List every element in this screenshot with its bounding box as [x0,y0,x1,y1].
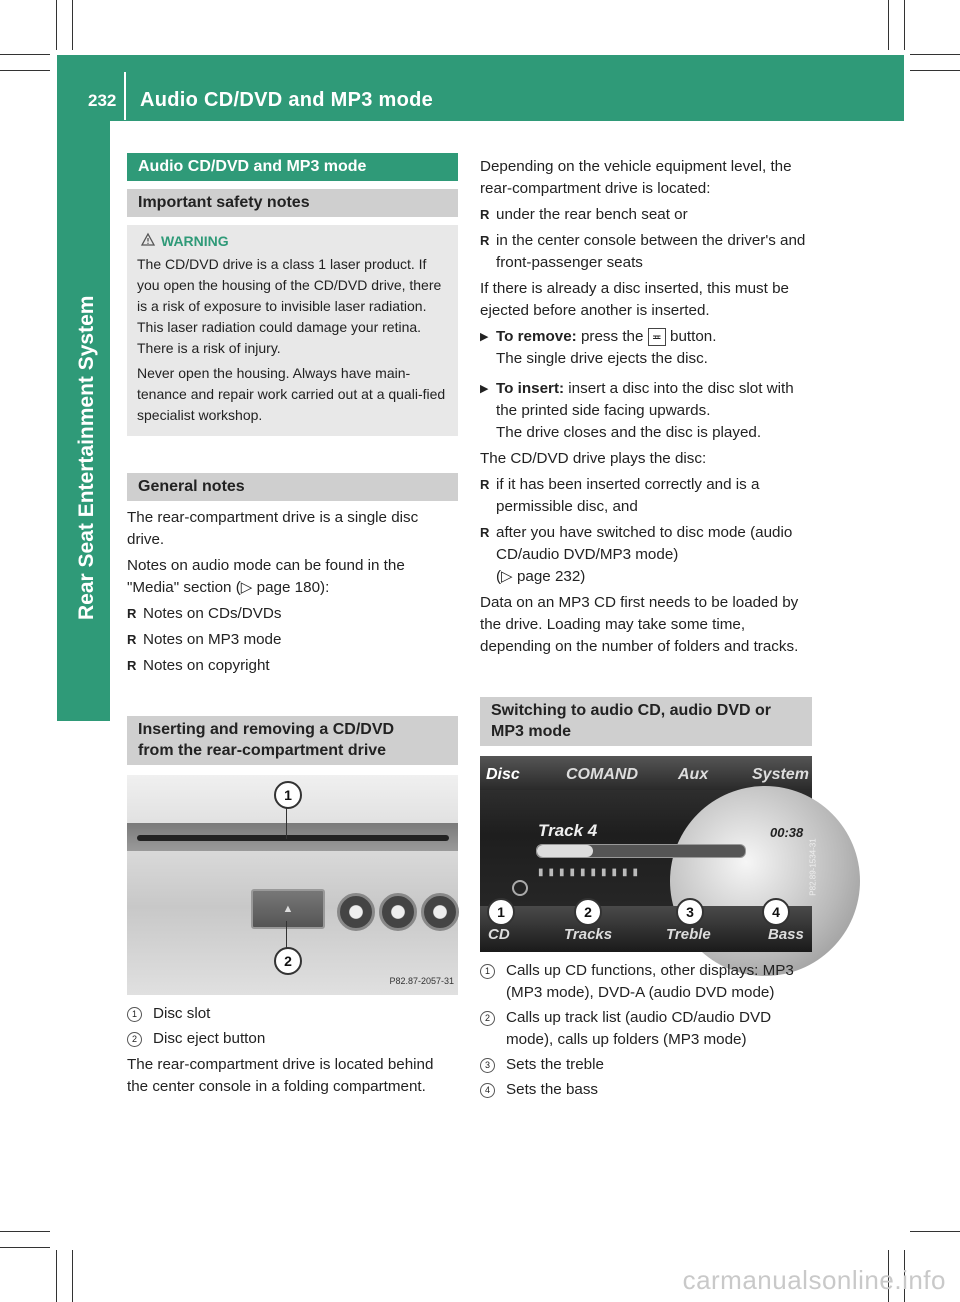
track-markers: ▮▮▮▮▮▮▮▮▮▮ [538,867,644,878]
general-text-2: Notes on audio mode can be found in the "Media" section (▷ page 180): [127,557,405,596]
screen-label-treble: Treble [666,926,711,943]
screen-callout-1: 1 [487,898,515,926]
photo-code: P82.87-2057-31 [389,976,454,986]
screen-callout-2: 2 [574,898,602,926]
plays-text: The CD/DVD drive plays the disc: [480,450,707,467]
cd-drive-photo [127,775,458,995]
caption-item: 4 Sets the bass [480,1079,812,1101]
crop-mark [888,0,889,50]
list-item: R under the rear bench seat or [480,206,688,223]
caption-item: 3 Sets the treble [480,1054,812,1076]
general-text: The rear-compartment drive is a single disc drive. [127,509,419,548]
page-number: 232 [88,91,117,110]
section-title: Audio CD/DVD and MP3 mode [127,153,458,181]
track-time: 00:38 [770,825,804,840]
arrow-icon: ▶ [480,383,489,395]
screen-tab-aux: Aux [678,766,709,783]
caption-item: 1 Calls up CD functions, other displays: MP3 (MP3 mode), DVD-A (audio DVD mode) [480,960,812,1004]
round-button [379,893,417,931]
crop-mark [56,1250,57,1302]
crop-mark [910,54,960,55]
list-item: R if it has been inserted correctly and is a permissible disc, and [480,476,760,515]
crop-mark [910,1231,960,1232]
page-title: Audio CD/DVD and MP3 mode [140,89,434,111]
warning-box [127,225,458,436]
page-reference: (▷ page 232) [496,568,586,585]
screen-label-tracks: Tracks [564,926,613,943]
crop-mark [56,0,57,50]
mp3-text: Data on an MP3 CD first needs to be loaded by the drive. Loading may take some time, depending on the number of folders and tracks. [480,594,799,655]
switch-heading: Switching to audio CD, audio DVD or MP3 mode [480,697,812,746]
list-item: R after you have switched to disc mode (audio CD/audio DVD/MP3 mode) (▷ page 232) [480,522,812,588]
insert-step: ▶ To insert: insert a disc into the disc slot with the printed side facing upwards. The drive closes and the disc is played. [480,380,794,441]
round-button [421,893,459,931]
list-item: R Notes on MP3 mode [127,631,282,648]
left-column [127,153,458,1098]
list-item: R in the center console between the driver's and front-passenger seats [480,232,806,271]
general-heading: General notes [127,473,458,501]
progress-fill [537,845,593,857]
crop-mark [910,70,960,71]
warning-label: WARNING [161,233,229,249]
media-screen [480,756,818,952]
inserted-text: If there is already a disc inserted, this must be ejected before another is inserted. [480,280,789,319]
screen-tab-system: System [752,766,809,783]
screen-callout-3: 3 [676,898,704,926]
crop-mark [72,1250,73,1302]
screen-tab-disc: Disc [486,766,520,783]
screen-tab-comand: COMAND [566,766,638,783]
caption-item: 1 Disc slot [127,1003,458,1025]
warning-icon [141,231,155,252]
screen-code: P82.89-1534-31 [808,838,818,896]
warning-advice: Never open the housing. Always have main-tenance and repair work carried out at a quali-fied specialist workshop. [137,365,446,423]
warning-title [137,231,448,252]
watermark: carmanualsonline.info [682,1265,946,1295]
warning-text: The CD/DVD drive is a class 1 laser product. If you open the housing of the CD/DVD drive, there is a risk of exposure to invisible laser radiation. This laser radiation could damage your retina. There is a risk of injury. [137,256,442,356]
eject-button: ▲ [251,889,325,929]
callout-leader [286,805,287,839]
disc-slot [137,835,449,841]
callout-1: 1 [274,781,302,809]
location-text: The rear-compartment drive is located behind the center console in a folding compartment. [127,1056,434,1095]
crop-mark [0,70,50,71]
arrow-icon: ▶ [480,331,489,343]
list-item: R Notes on CDs/DVDs [127,605,282,622]
disc-icon [512,880,528,896]
screen-label-bass: Bass [768,926,804,943]
screen-label-cd: CD [488,926,510,943]
remove-step: ▶ To remove: press the ≖ button. The single drive ejects the disc. [480,328,717,367]
round-button [337,893,375,931]
side-tab-label: Rear Seat Entertainment System [75,295,98,620]
callout-2: 2 [274,947,302,975]
list-item: R Notes on copyright [127,657,270,674]
right-column [480,156,818,1101]
safety-heading: Important safety notes [127,189,458,217]
caption-item: 2 Calls up track list (audio CD/audio DVD mode), calls up folders (MP3 mode) [480,1007,812,1051]
crop-mark [0,54,50,55]
equip-text: Depending on the vehicle equipment level, the rear-compartment drive is located: [480,158,792,197]
track-name: Track 4 [538,821,598,840]
caption-item: 2 Disc eject button [127,1028,458,1050]
header-divider [124,72,126,120]
eject-icon: ≖ [648,328,666,346]
screen-callout-4: 4 [762,898,790,926]
crop-mark [72,0,73,50]
crop-mark [0,1247,50,1248]
insert-heading: Inserting and removing a CD/DVD from the rear-compartment drive [127,716,458,765]
crop-mark [0,1231,50,1232]
crop-mark [904,0,905,50]
